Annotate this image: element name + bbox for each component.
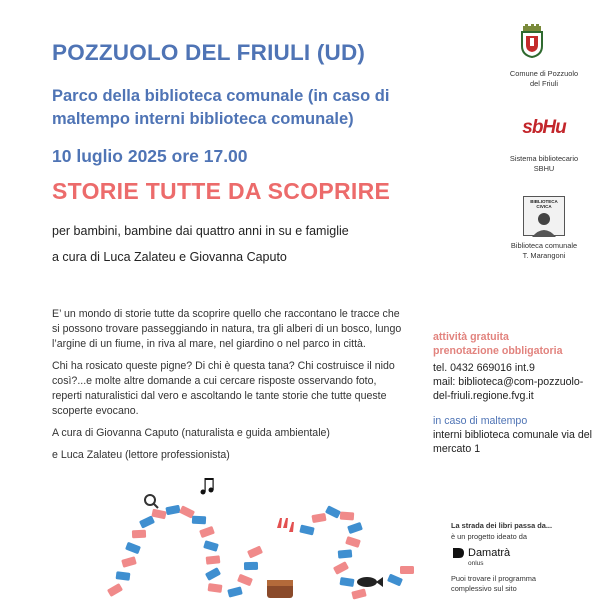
book-icon	[151, 509, 166, 520]
program-text: Puoi trovare il programma complessivo sul sito	[451, 574, 537, 593]
book-icon	[244, 562, 258, 570]
fish-icon	[357, 577, 383, 587]
library-caption: Biblioteca comunale T. Marangoni	[510, 241, 578, 260]
magnifier-icon	[145, 495, 158, 508]
book-icon	[299, 525, 314, 536]
book-icon	[121, 556, 137, 568]
book-icon	[347, 522, 363, 534]
book-icon	[203, 540, 219, 552]
book-icon	[165, 505, 180, 516]
book-icon	[351, 588, 367, 599]
promo-project: è un progetto ideato da	[451, 532, 528, 541]
books-path-illustration	[95, 470, 425, 600]
book-icon	[132, 530, 146, 538]
portrait-icon	[524, 209, 564, 237]
sbhu-caption: Sistema bibliotecario SBHU	[509, 154, 579, 173]
book-icon	[311, 513, 326, 523]
bad-weather-place: interni biblioteca comunale via del mercato 1	[433, 429, 592, 455]
sbhu-logo: sbHu	[522, 117, 566, 138]
book-icon	[247, 545, 263, 558]
description-paragraph: Chi ha rosicato queste pigne? Di chi è questa tana? Chi costruisce il nido così?...e molte altre domande a cui cercare risposte osservando foto, reperti naturalistici dal vero e ascoltando le tante storie che tutte queste scoperte evocano.	[52, 360, 395, 417]
curators-text: a cura di Luca Zalateu e Giovanna Caputo	[52, 250, 287, 264]
brand-sub: onlus	[468, 560, 484, 567]
library-logo-text: BIBLIOTECA CIVICA	[530, 199, 558, 209]
free-activity-label: attività gratuita	[433, 331, 509, 343]
library-logo	[523, 196, 565, 236]
description	[52, 307, 402, 470]
book-icon	[227, 586, 243, 597]
event-date: 10 luglio 2025 ore 17.00	[52, 146, 248, 166]
page-title: POZZUOLO DEL FRIULI (UD)	[52, 40, 366, 65]
event-title: STORIE TUTTE DA SCOPRIRE	[52, 178, 391, 204]
book-icon	[107, 583, 123, 597]
book-icon	[116, 571, 131, 581]
book-icon	[340, 512, 355, 521]
description-paragraph: e Luca Zalateu (lettore professionista)	[52, 449, 230, 461]
book-icon	[333, 561, 349, 575]
book-icon	[192, 516, 206, 525]
book-icon	[325, 505, 341, 518]
hands-icon	[277, 518, 294, 532]
book-icon	[208, 583, 223, 593]
comune-caption: Comune di Pozzuolo del Friuli	[509, 69, 579, 88]
venue-subtitle: Parco della biblioteca comunale (in caso di maltempo interni biblioteca comunale)	[52, 87, 390, 128]
book-icon	[139, 515, 155, 528]
treasure-chest-icon	[267, 580, 293, 598]
book-icon	[206, 555, 221, 564]
promo-headline: La strada dei libri passa da...	[451, 521, 553, 530]
music-notes-icon	[201, 478, 214, 495]
description-paragraph: A cura di Giovanna Caputo (naturalista e guida ambientale)	[52, 427, 330, 439]
description-paragraph: E’ un mondo di storie tutte da scoprire quello che raccontano le tracce che si possono trovare passeggiando in natura, tra gli alberi di un bosco, lungo l’argine di un fiume, in riva al mare, nel giardino o nel parco in città.	[52, 308, 402, 350]
book-icon	[205, 567, 221, 581]
brand-name: Damatrà	[468, 547, 511, 559]
book-icon	[345, 536, 361, 548]
book-icon	[338, 549, 353, 558]
bad-weather-label: in caso di maltempo	[433, 415, 528, 427]
booking-label: prenotazione obbligatoria	[433, 345, 563, 357]
book-icon	[199, 526, 215, 538]
phone-text: tel. 0432 669016 int.9	[433, 362, 535, 374]
mail-link[interactable]: mail: biblioteca@com-pozzuolo-del-friuli.regione.fvg.it	[433, 376, 584, 402]
info-block	[433, 330, 593, 456]
book-icon	[387, 574, 403, 587]
coat-of-arms-icon	[519, 24, 545, 58]
book-icon	[400, 566, 414, 574]
book-icon	[339, 577, 354, 587]
damatra-logo-icon	[451, 546, 465, 560]
book-icon	[237, 574, 253, 587]
book-icon	[125, 542, 141, 554]
audience-text: per bambini, bambine dai quattro anni in su e famiglie	[52, 224, 349, 238]
